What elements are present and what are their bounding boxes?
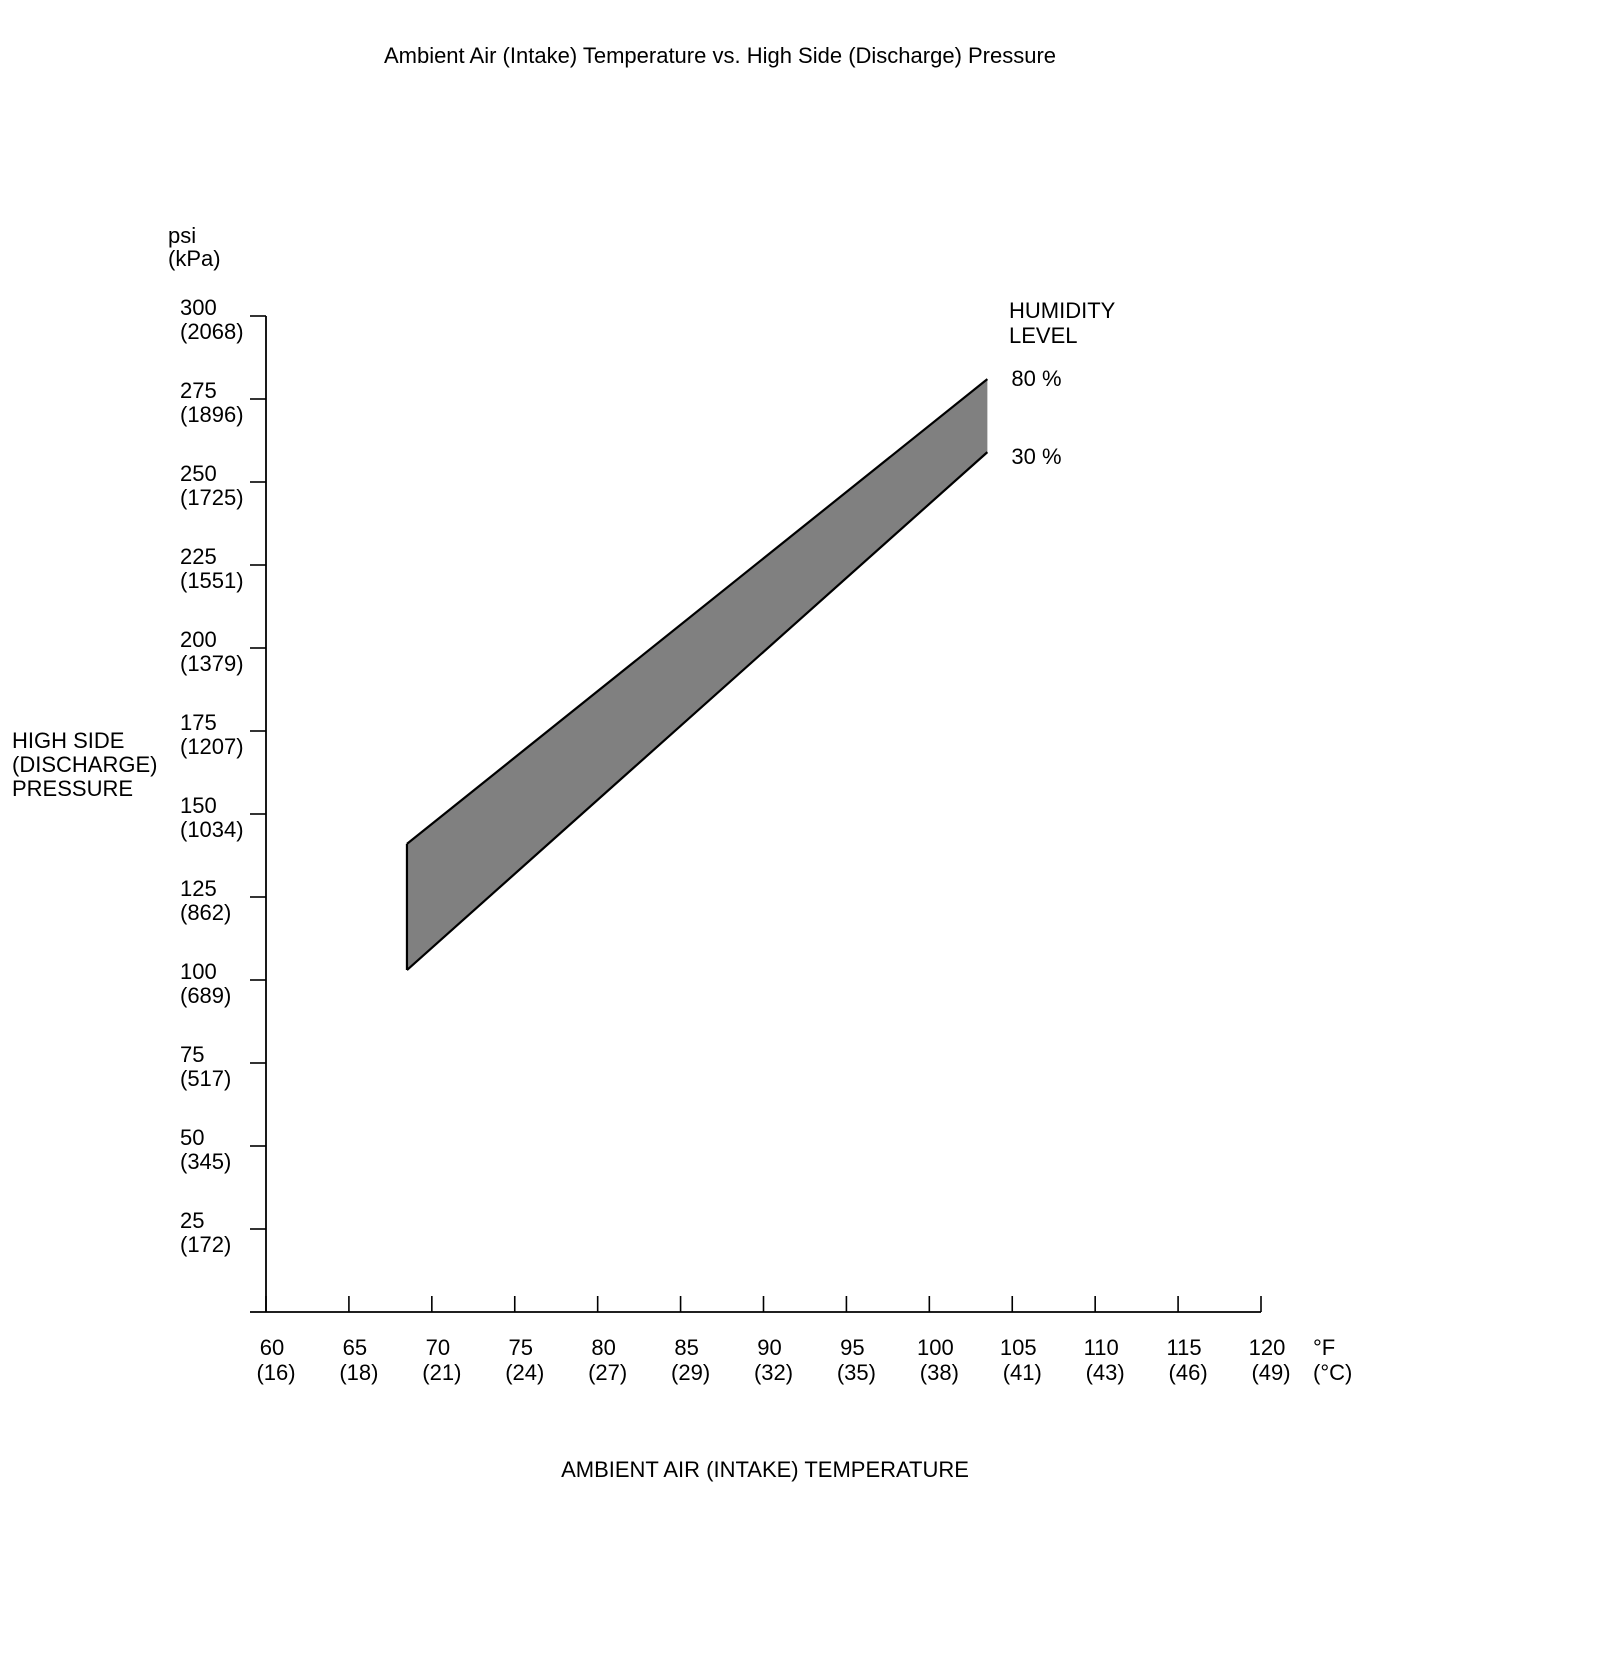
x-tick-f: 90 [757, 1335, 782, 1360]
y-tick-kpa: (172) [180, 1232, 232, 1257]
y-tick-psi: 300 [180, 295, 217, 320]
y-tick-psi: 275 [180, 378, 217, 403]
x-tick-label [588, 1335, 627, 1385]
y-tick-label [180, 378, 244, 427]
y-unit-psi: psi [168, 223, 197, 248]
x-axis-title: AMBIENT AIR (INTAKE) TEMPERATURE [561, 1457, 969, 1482]
y-tick-kpa: (1551) [180, 568, 244, 593]
y-tick-kpa: (689) [180, 983, 232, 1008]
y-tick-kpa: (1207) [180, 734, 244, 759]
x-tick-c: (46) [1168, 1360, 1208, 1385]
x-tick-f: 95 [840, 1335, 865, 1360]
y-axis-title-line-1: HIGH SIDE [12, 728, 125, 753]
x-tick-label [837, 1335, 876, 1385]
y-tick-psi: 225 [180, 544, 217, 569]
y-tick-label [180, 544, 244, 593]
y-tick-psi: 150 [180, 793, 217, 818]
x-tick-f: 60 [259, 1335, 285, 1360]
y-tick-psi: 100 [180, 959, 217, 984]
x-tick-f: 115 [1166, 1335, 1202, 1360]
legend-label-30: 30 % [1011, 444, 1062, 470]
y-tick-label [180, 793, 244, 842]
x-tick-label [1000, 1335, 1042, 1385]
y-unit-kpa: (kPa) [168, 246, 221, 271]
y-tick-psi: 50 [180, 1125, 205, 1150]
y-tick-psi: 250 [180, 461, 217, 486]
x-tick-c: (21) [422, 1360, 462, 1385]
x-tick-c: (18) [339, 1360, 379, 1385]
x-tick-label [1084, 1335, 1125, 1385]
y-tick-label [180, 295, 244, 344]
x-tick-label [505, 1335, 544, 1385]
x-tick-c: (49) [1251, 1360, 1291, 1385]
x-tick-f: 120 [1248, 1335, 1286, 1360]
x-tick-f: 75 [508, 1335, 533, 1360]
y-tick-kpa: (345) [180, 1149, 232, 1174]
x-tick-c: (32) [753, 1360, 794, 1385]
y-tick-psi: 75 [180, 1042, 205, 1067]
series-line-80 [407, 379, 987, 844]
y-tick-kpa: (517) [180, 1066, 232, 1091]
x-tick-label [1167, 1335, 1208, 1385]
y-tick-kpa: (2068) [180, 319, 244, 344]
y-tick-label [180, 1208, 231, 1257]
y-axis-title [12, 728, 164, 801]
x-tick-c: (29) [671, 1360, 711, 1385]
y-tick-kpa: (1896) [180, 402, 244, 427]
x-tick-label [754, 1335, 793, 1385]
x-tick-label [917, 1335, 959, 1385]
x-unit-f: °F [1313, 1335, 1336, 1360]
y-ticks [180, 295, 266, 1257]
x-tick-f: 70 [425, 1335, 451, 1360]
y-unit-label [168, 223, 221, 271]
legend-title-line-2: LEVEL [1009, 323, 1078, 348]
x-tick-c: (41) [1002, 1360, 1042, 1385]
y-tick-label [180, 876, 231, 925]
y-axis-title-line-2: (DISCHARGE) [12, 752, 158, 777]
y-tick-label [180, 461, 244, 510]
humidity-band [407, 379, 987, 970]
x-ticks [256, 1296, 1290, 1385]
y-axis-title-line-3: PRESSURE [12, 776, 134, 801]
x-tick-label [1249, 1335, 1291, 1385]
x-tick-c: (38) [919, 1360, 959, 1385]
x-tick-f: 110 [1083, 1335, 1119, 1360]
x-tick-label [339, 1335, 378, 1385]
y-tick-psi: 175 [180, 710, 217, 735]
series-line-30 [407, 452, 987, 970]
x-tick-label [671, 1335, 710, 1385]
y-tick-psi: 200 [180, 627, 217, 652]
x-tick-f: 65 [342, 1335, 368, 1360]
x-tick-f: 105 [999, 1335, 1037, 1360]
chart-title: Ambient Air (Intake) Temperature vs. High Side (Discharge) Pressure [383, 43, 1057, 68]
x-unit-label [1313, 1335, 1352, 1385]
y-tick-label [180, 1042, 231, 1091]
legend-title-line-1: HUMIDITY [1009, 298, 1115, 323]
y-tick-psi: 125 [180, 876, 217, 901]
y-tick-kpa: (1379) [180, 651, 244, 676]
y-tick-label [180, 1125, 231, 1174]
x-tick-c: (35) [836, 1360, 876, 1385]
x-tick-c: (27) [588, 1360, 628, 1385]
x-tick-c: (16) [256, 1360, 296, 1385]
x-tick-label [256, 1335, 295, 1385]
x-tick-c: (43) [1085, 1360, 1125, 1385]
y-tick-psi: 25 [180, 1208, 205, 1233]
x-tick-f: 80 [591, 1335, 616, 1360]
legend-title [1009, 298, 1121, 348]
x-unit-c: (°C) [1313, 1360, 1353, 1385]
y-tick-label [180, 627, 244, 676]
y-tick-label [180, 710, 244, 759]
x-tick-f: 100 [916, 1335, 954, 1360]
y-tick-label [180, 959, 231, 1008]
y-tick-kpa: (1034) [180, 817, 244, 842]
y-tick-kpa: (1725) [180, 485, 244, 510]
x-tick-label [422, 1335, 461, 1385]
y-tick-kpa: (862) [180, 900, 232, 925]
x-tick-f: 85 [674, 1335, 699, 1360]
x-tick-c: (24) [505, 1360, 545, 1385]
legend-label-80: 80 % [1011, 366, 1062, 392]
